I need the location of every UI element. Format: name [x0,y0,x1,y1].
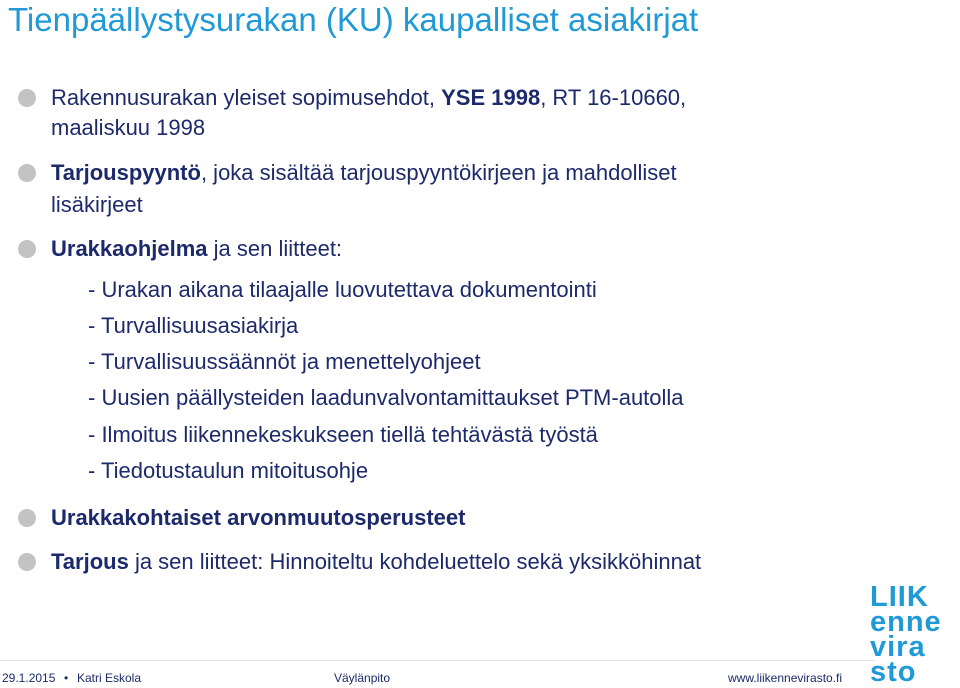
bullet-marker [18,164,36,182]
bullet-marker [18,240,36,258]
bullet-2-text [51,157,677,189]
bullet-4-bold: Urakkakohtaiset arvonmuutosperusteet [51,505,466,530]
footer-author: Katri Eskola [77,671,142,685]
bullet-3-rest: ja sen liitteet: [207,236,343,261]
logo-line: vira [870,631,926,663]
subitem: - Ilmoitus liikennekeskukseen tiellä tehtävästä työstä [88,422,598,447]
bullet-1-bold: YSE 1998 [441,85,541,110]
footer-separator: • [64,671,69,685]
bullet-3-bold: Urakkaohjelma [51,236,208,261]
footer-department: Väylänpito [334,671,391,685]
subitem: - Urakan aikana tilaajalle luovutettava dokumentointi [88,277,597,302]
logo-line: enne [870,606,942,638]
footer-divider [0,660,875,661]
subitem: - Turvallisuussäännöt ja menettelyohjeet [88,349,481,374]
bullet-marker [18,553,36,571]
bullet-2-line2: lisäkirjeet [51,192,143,217]
bullet-5-text [51,546,701,578]
bullet-1-part-a: Rakennusurakan yleiset sopimusehdot, [51,85,442,110]
bullet-2-bold: Tarjouspyyntö [51,160,201,185]
bullet-1-part-c: , RT 16-10660, [540,85,687,110]
bullet-5-bold: Tarjous [51,549,129,574]
logo-line: sto [870,656,917,688]
subitem: - Uusien päällysteiden laadunvalvontamittaukset PTM-autolla [88,385,684,410]
page-title: Tienpäällystysurakan (KU) kaupalliset asiakirjat [8,1,699,38]
bullet-2-rest: , joka sisältää tarjouspyyntökirjeen ja mahdolliset [200,160,677,185]
subitem: - Tiedotustaulun mitoitusohje [88,458,369,483]
logo-line: LIIK [870,581,929,613]
bullet-4-text [51,502,465,534]
liikennevirasto-logo [870,581,960,688]
footer-website[interactable]: www.liikennevirasto.fi [728,671,843,685]
bullet-3-text [51,233,342,265]
footer-date: 29.1.2015 [2,671,56,685]
bullet-5-rest: ja sen liitteet: Hinnoiteltu kohdeluettelo sekä yksikköhinnat [128,549,702,574]
bullet-1-line2: maaliskuu 1998 [51,115,206,140]
subitem: - Turvallisuusasiakirja [88,313,299,338]
bullet-marker [18,89,36,107]
bullet-1-text [51,82,686,114]
bullet-marker [18,509,36,527]
